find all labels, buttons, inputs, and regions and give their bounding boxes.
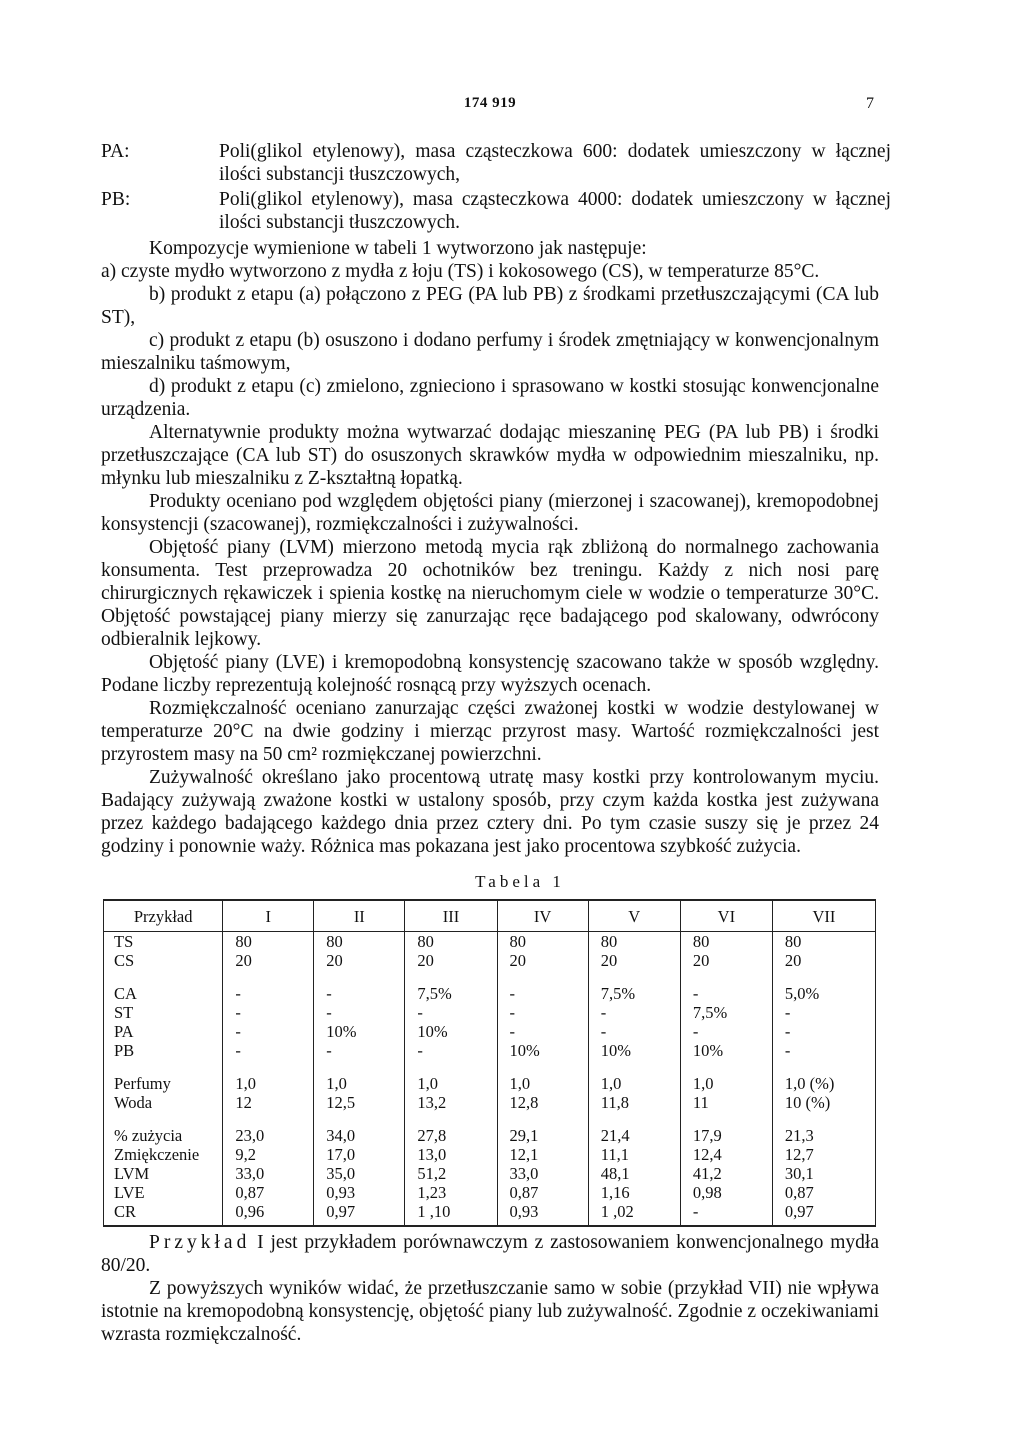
step-d: d) produkt z etapu (c) zmielono, zgnieciono i sprasowano w kostki stosując konwencjonalne urządzenia. [101,376,879,420]
table-cell [405,1060,497,1074]
table-cell: 30,1 [772,1164,875,1183]
definition-pa [101,140,891,186]
table-cell: 11,8 [588,1093,680,1112]
table-cell: - [497,984,588,1003]
definition-term: PA: [101,141,130,162]
row-label: LVM [104,1164,223,1183]
paragraph: Z powyższych wyników widać, że przetłuszczanie samo w sobie (przykład VII) nie wpływa istotnie na kremopodobną konsystencję, objętość piany lub zużywalność. Zgodnie z oczekiwaniami wzrasta rozmiękczalność. [101,1278,879,1345]
table-cell [680,1112,772,1126]
step-b: b) produkt z etapu (a) połączono z PEG (PA lub PB) z środkami przetłuszczającymi (CA lub ST), [101,284,879,328]
table-cell [497,970,588,984]
table-cell: 35,0 [314,1164,405,1183]
table-cell: 1,0 [405,1074,497,1093]
table-cell: 10% [497,1041,588,1060]
table-row [104,984,876,1003]
column-header: II [314,900,405,932]
table-cell: 80 [223,932,314,952]
table-cell: 1,23 [405,1183,497,1202]
table-cell: 80 [588,932,680,952]
paragraph: Objętość piany (LVE) i kremopodobną konsystencję szacowano także w sposób względny. Podane liczby reprezentują kolejność rosnącą przy wyższych ocenach. [101,652,879,696]
table-cell: 0,97 [772,1202,875,1226]
table-cell: 20 [680,951,772,970]
table-cell [223,1060,314,1074]
table-cell: 80 [405,932,497,952]
table-cell: - [405,1003,497,1022]
table-cell: - [223,1041,314,1060]
table-cell: 12,1 [497,1145,588,1164]
table-cell: 0,93 [497,1202,588,1226]
table-spacer-row [104,970,876,984]
table-cell: - [314,984,405,1003]
table-cell: 12 [223,1093,314,1112]
table-row [104,1093,876,1112]
table-cell: - [588,1022,680,1041]
table-cell: 0,87 [497,1183,588,1202]
table-cell: - [223,984,314,1003]
column-header: III [405,900,497,932]
table-cell: 0,96 [223,1202,314,1226]
table-cell [588,970,680,984]
table-cell: 1,0 [223,1074,314,1093]
table-cell: 0,87 [772,1183,875,1202]
table-cell: 34,0 [314,1126,405,1145]
table-cell: - [223,1022,314,1041]
paragraph: Kompozycje wymienione w tabeli 1 wytworzono jak następuje: [149,238,647,259]
paragraph: Produkty oceniano pod względem objętości piany (mierzonej i szacowanej), kremopodobnej konsystencji (szacowanej), rozmiękczalności i zużywalności. [101,491,879,535]
table-cell: - [772,1041,875,1060]
table-cell: 5,0% [772,984,875,1003]
table-cell [223,970,314,984]
definition-term: PB: [101,189,131,210]
definition-text: Poli(glikol etylenowy), masa cząsteczkowa 4000: dodatek umieszczony w łącznej ilości substancji tłuszczowych. [219,189,891,233]
table-cell [314,1112,405,1126]
row-label: % zużycia [104,1126,223,1145]
table-spacer-row [104,1112,876,1126]
table-row [104,1003,876,1022]
table-cell: 1,0 [680,1074,772,1093]
table-cell: 13,2 [405,1093,497,1112]
table-cell: 0,97 [314,1202,405,1226]
table-cell: 27,8 [405,1126,497,1145]
table-cell [405,1112,497,1126]
table-cell: 41,2 [680,1164,772,1183]
table-row [104,1022,876,1041]
table-cell: 17,9 [680,1126,772,1145]
table-cell: 33,0 [497,1164,588,1183]
paragraph: Rozmiękczalność oceniano zanurzając części zważonej kostki w wodzie destylowanej w temperaturze 20°C na dwie godziny i mierząc przyrost masy. Wartość rozmiękczalności jest przyrostem masy na 50 cm² rozmiękczanej powierzchni. [101,698,879,765]
table-cell: - [772,1003,875,1022]
page-number: 7 [866,95,874,112]
table-cell: 21,4 [588,1126,680,1145]
table-cell: - [680,984,772,1003]
table-cell: 0,87 [223,1183,314,1202]
row-label: PA [104,1022,223,1041]
table-cell: 12,8 [497,1093,588,1112]
paragraph: Zużywalność określano jako procentową utratę masy kostki przy kontrolowanym myciu. Badający zużywają zważone kostki w ustalony sposób, przy czym każda kostka jest zużywana przez każdego badającego każdego dnia przez cztery dni. Po tym czasie suszy się je przez 24 godziny i ponownie waży. Różnica mas pokazana jest jako procentowa szybkość zużycia. [101,767,879,857]
row-label: PB [104,1041,223,1060]
table-cell: 20 [497,951,588,970]
table-cell: 20 [772,951,875,970]
data-table [103,899,876,1227]
table-cell [772,970,875,984]
table-cell: - [680,1202,772,1226]
table-row [104,1183,876,1202]
table-cell [223,1112,314,1126]
table-cell: - [497,1022,588,1041]
table-cell: 29,1 [497,1126,588,1145]
table-cell: 80 [497,932,588,952]
row-label: LVE [104,1183,223,1202]
table-cell [104,970,223,984]
table-cell [680,970,772,984]
table-cell [405,970,497,984]
table-cell: - [223,1003,314,1022]
table-cell: 23,0 [223,1126,314,1145]
table-cell: 7,5% [680,1003,772,1022]
table-cell: - [314,1041,405,1060]
definition-text: Poli(glikol etylenowy), masa cząsteczkowa 600: dodatek umieszczony w łącznej ilości substancji tłuszczowych, [219,141,891,185]
row-label: Woda [104,1093,223,1112]
table-cell [314,970,405,984]
table-row [104,1202,876,1226]
table-cell: 0,98 [680,1183,772,1202]
table-cell: 11,1 [588,1145,680,1164]
row-label: CR [104,1202,223,1226]
table-row [104,951,876,970]
table-cell [588,1060,680,1074]
table-cell: 17,0 [314,1145,405,1164]
table-cell: 0,93 [314,1183,405,1202]
table-cell: 1 ,10 [405,1202,497,1226]
table-cell: 1,0 [314,1074,405,1093]
row-label: CS [104,951,223,970]
table-cell: 20 [223,951,314,970]
table-cell: - [405,1041,497,1060]
patent-number: 174 919 [463,95,517,111]
column-header: IV [497,900,588,932]
table-cell: 80 [680,932,772,952]
row-label: ST [104,1003,223,1022]
row-label: Perfumy [104,1074,223,1093]
table-cell: 11 [680,1093,772,1112]
table-cell: 1,0 (%) [772,1074,875,1093]
table-caption: Tabela 1 [475,872,565,891]
table-cell [104,1060,223,1074]
table-cell: 13,0 [405,1145,497,1164]
table-cell: 1,16 [588,1183,680,1202]
table-cell: 12,5 [314,1093,405,1112]
table-cell [497,1112,588,1126]
column-header: Przykład [104,900,223,932]
table-cell [772,1060,875,1074]
table-cell: 10% [405,1022,497,1041]
table-cell: 33,0 [223,1164,314,1183]
paragraph [101,1231,879,1277]
column-header: VII [772,900,875,932]
table-cell: 51,2 [405,1164,497,1183]
table-cell: 7,5% [588,984,680,1003]
table-cell [772,1112,875,1126]
table-cell: 80 [314,932,405,952]
step-a: a) czyste mydło wytworzono z mydła z łoju (TS) i kokosowego (CS), w temperaturze 85°C. [101,261,820,282]
table-row [104,1074,876,1093]
table-cell: 21,3 [772,1126,875,1145]
table-row [104,1164,876,1183]
table-cell [588,1112,680,1126]
definition-pb [101,188,891,234]
paragraph: Alternatywnie produkty można wytwarzać dodając mieszaninę PEG (PA lub PB) i środki przetłuszczające (CA lub ST) do osuszonych skrawków mydła w odpowiednim mieszalniku, np. młynku lub mieszalniku z Z-kształtną łopatką. [101,422,879,489]
table-body [104,932,876,1227]
table-row [104,1126,876,1145]
table-cell: - [588,1003,680,1022]
table-cell: 20 [588,951,680,970]
table-cell: 1,0 [588,1074,680,1093]
column-header: VI [680,900,772,932]
table-cell: - [314,1003,405,1022]
column-header: V [588,900,680,932]
table-cell [104,1112,223,1126]
table-cell: 80 [772,932,875,952]
row-label: TS [104,932,223,952]
example-text: I jest przykładem porównawczym z zastosowaniem konwencjonalnego mydła 80/20. [101,1232,879,1276]
table-cell: - [772,1022,875,1041]
document-body [101,237,879,1346]
table-cell: 9,2 [223,1145,314,1164]
table-cell: 48,1 [588,1164,680,1183]
table-cell: 1,0 [497,1074,588,1093]
table-cell: 1 ,02 [588,1202,680,1226]
table-cell: 10% [588,1041,680,1060]
table-cell: 10% [314,1022,405,1041]
table-row [104,932,876,952]
table-cell: 10 (%) [772,1093,875,1112]
table-cell: 7,5% [405,984,497,1003]
row-label: CA [104,984,223,1003]
table-cell: 12,4 [680,1145,772,1164]
row-label: Zmiękczenie [104,1145,223,1164]
table-cell: - [680,1022,772,1041]
table-cell: 20 [314,951,405,970]
column-header: I [223,900,314,932]
table-cell [680,1060,772,1074]
table-cell [314,1060,405,1074]
table-cell: 20 [405,951,497,970]
table-cell: 10% [680,1041,772,1060]
table-spacer-row [104,1060,876,1074]
paragraph: Objętość piany (LVM) mierzono metodą mycia rąk zbliżoną do normalnego zachowania konsumenta. Test przeprowadza 20 ochotników bez treningu. Każdy z nich nosi parę chirurgicznych rękawiczek i spienia kostkę na nieruchomym ciele w wodzie o temperaturze 30°C. Objętość powstającej piany mierzy się zanurzając ręce badającego pod skalowany, odwrócony odbieralnik lejkowy. [101,537,879,650]
table-cell: 12,7 [772,1145,875,1164]
table-row [104,1145,876,1164]
example-label: Przykład [149,1232,251,1253]
step-c: c) produkt z etapu (b) osuszono i dodano perfumy i środek zmętniający w konwencjonalnym mieszalniku taśmowym, [101,330,879,374]
table-cell [497,1060,588,1074]
table-header-row [104,900,876,932]
table-cell: - [497,1003,588,1022]
table-row [104,1041,876,1060]
